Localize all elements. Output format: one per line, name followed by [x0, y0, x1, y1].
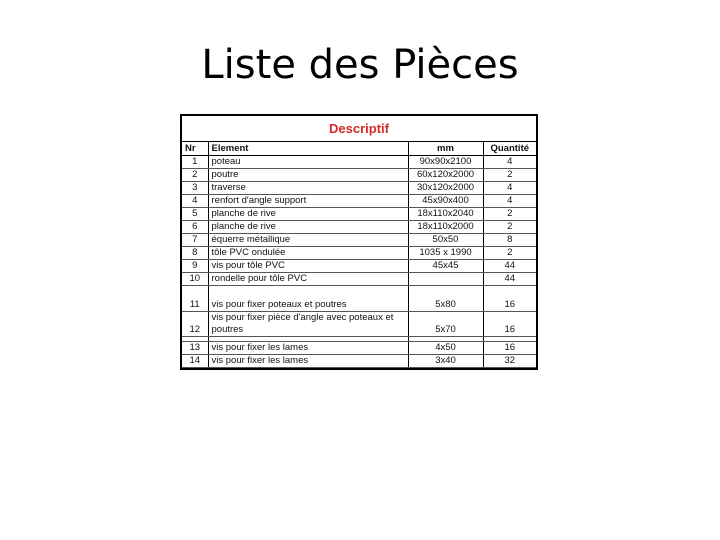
- cell-quantity: 4: [483, 182, 536, 195]
- cell-element: rondelle pour tôle PVC: [208, 273, 408, 286]
- table-row: [182, 286, 536, 312]
- table-row: [182, 355, 536, 368]
- cell-mm: 4x50: [408, 342, 483, 355]
- cell-mm: 60x120x2000: [408, 169, 483, 182]
- cell-element: poteau: [208, 156, 408, 169]
- cell-element: traverse: [208, 182, 408, 195]
- cell-nr: 8: [182, 247, 208, 260]
- cell-mm: 1035 x 1990: [408, 247, 483, 260]
- cell-element: renfort d'angle support: [208, 195, 408, 208]
- cell-mm: 5x70: [408, 312, 483, 337]
- cell-element: vis pour fixer pièce d'angle avec poteaux et poutres: [208, 312, 408, 337]
- cell-quantity: 32: [483, 355, 536, 368]
- table-row: [182, 221, 536, 234]
- cell-quantity: 4: [483, 195, 536, 208]
- table-row: [182, 182, 536, 195]
- header-mm: mm: [408, 142, 483, 156]
- cell-quantity: 44: [483, 273, 536, 286]
- table-row: [182, 234, 536, 247]
- header-row: [182, 142, 536, 156]
- cell-element: planche de rive: [208, 221, 408, 234]
- cell-mm: 30x120x2000: [408, 182, 483, 195]
- cell-mm: 5x80: [408, 286, 483, 312]
- cell-element: tôle PVC ondulée: [208, 247, 408, 260]
- cell-mm: 18x110x2000: [408, 221, 483, 234]
- cell-mm: 45x45: [408, 260, 483, 273]
- cell-quantity: 2: [483, 247, 536, 260]
- cell-nr: 1: [182, 156, 208, 169]
- cell-nr: 4: [182, 195, 208, 208]
- cell-element: vis pour tôle PVC: [208, 260, 408, 273]
- table-row: [182, 273, 536, 286]
- cell-nr: 7: [182, 234, 208, 247]
- table-row: [182, 260, 536, 273]
- cell-quantity: 8: [483, 234, 536, 247]
- cell-element: vis pour fixer les lames: [208, 355, 408, 368]
- table-row: [182, 195, 536, 208]
- table-row: [182, 156, 536, 169]
- table-row: [182, 342, 536, 355]
- cell-quantity: 2: [483, 169, 536, 182]
- cell-element: équerre métallique: [208, 234, 408, 247]
- header-quantity: Quantité: [483, 142, 536, 156]
- cell-nr: 12: [182, 312, 208, 337]
- cell-mm: 90x90x2100: [408, 156, 483, 169]
- cell-mm: 50x50: [408, 234, 483, 247]
- cell-quantity: 16: [483, 312, 536, 337]
- table-row: [182, 169, 536, 182]
- cell-mm: 18x110x2040: [408, 208, 483, 221]
- cell-nr: 2: [182, 169, 208, 182]
- cell-element: vis pour fixer poteaux et poutres: [208, 286, 408, 312]
- cell-nr: 14: [182, 355, 208, 368]
- cell-nr: 11: [182, 286, 208, 312]
- slide-title: Liste des Pièces: [201, 42, 519, 88]
- cell-element: planche de rive: [208, 208, 408, 221]
- cell-quantity: 44: [483, 260, 536, 273]
- cell-nr: 9: [182, 260, 208, 273]
- table-row: [182, 247, 536, 260]
- cell-nr: 13: [182, 342, 208, 355]
- cell-quantity: 2: [483, 221, 536, 234]
- cell-nr: 6: [182, 221, 208, 234]
- cell-nr: 5: [182, 208, 208, 221]
- header-element: Element: [208, 142, 408, 156]
- table-caption: Descriptif: [182, 116, 536, 142]
- cell-quantity: 2: [483, 208, 536, 221]
- cell-mm: [408, 273, 483, 286]
- cell-element: poutre: [208, 169, 408, 182]
- table-row: [182, 312, 536, 337]
- cell-element: vis pour fixer les lames: [208, 342, 408, 355]
- cell-quantity: 16: [483, 342, 536, 355]
- parts-table: [180, 114, 538, 370]
- cell-quantity: 4: [483, 156, 536, 169]
- cell-quantity: 16: [483, 286, 536, 312]
- parts-grid: [182, 142, 536, 368]
- cell-nr: 3: [182, 182, 208, 195]
- cell-nr: 10: [182, 273, 208, 286]
- table-row: [182, 208, 536, 221]
- cell-mm: 45x90x400: [408, 195, 483, 208]
- header-nr: Nr: [182, 142, 208, 156]
- cell-mm: 3x40: [408, 355, 483, 368]
